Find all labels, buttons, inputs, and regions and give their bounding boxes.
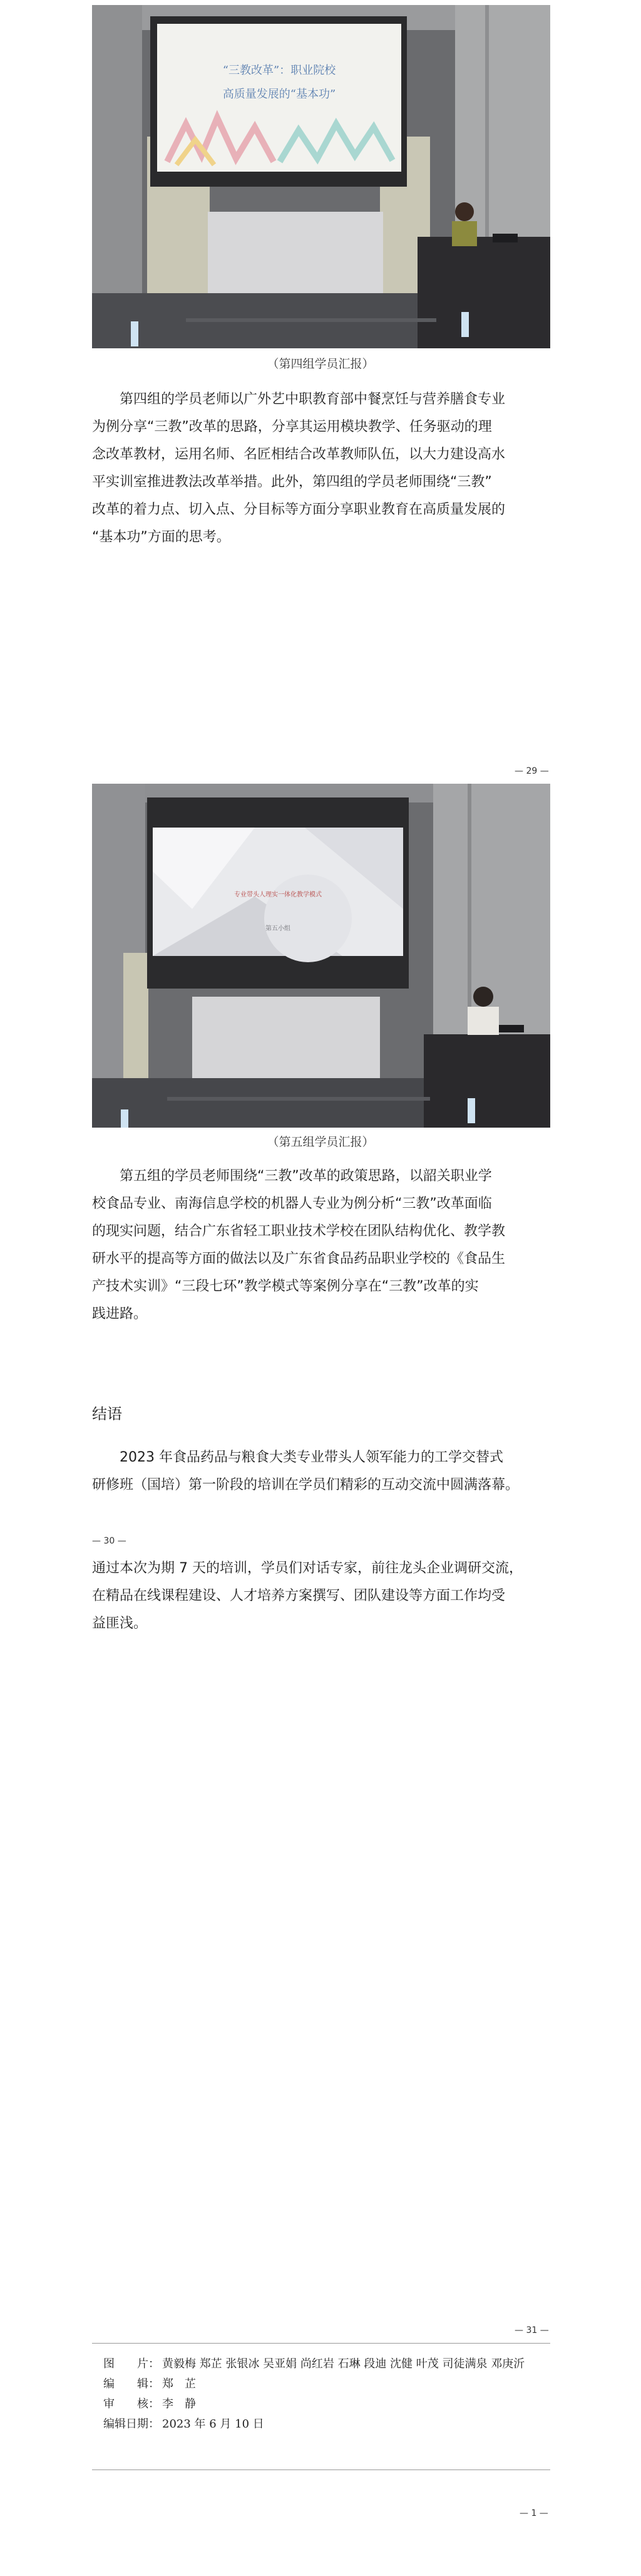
paragraph-line: 校食品专业、南海信息学校的机器人专业为例分析“三教”改革面临 bbox=[92, 1196, 492, 1212]
credits-date-label: 编辑日期： bbox=[103, 2418, 160, 2431]
paragraph-line: 研水平的提高等方面的做法以及广东省食品药品职业学校的《食品生 bbox=[92, 1251, 506, 1267]
credits-editor: 郑 芷 bbox=[162, 2377, 196, 2391]
paragraph-summary bbox=[92, 1555, 550, 1638]
credits-block bbox=[103, 2354, 550, 2434]
paragraph-line: 在精品在线课程建设、人才培养方案撰写、团队建设等方面工作均受 bbox=[92, 1588, 506, 1604]
slide-title-line1: “三教改革”：职业院校 bbox=[222, 64, 336, 77]
slide-title-line2: 高质量发展的“基本功” bbox=[222, 88, 336, 101]
paragraph-line: 益匪浅。 bbox=[92, 1616, 148, 1631]
page-number: — 30 — bbox=[92, 1536, 126, 1546]
paragraph-line: 践进路。 bbox=[92, 1306, 148, 1322]
credits-review-row bbox=[103, 2394, 550, 2414]
paragraph-group5 bbox=[92, 1163, 550, 1328]
photo-group4-scene bbox=[92, 5, 550, 348]
paragraph-conclusion bbox=[92, 1444, 550, 1499]
credits-date-row bbox=[103, 2414, 550, 2434]
paragraph-line: 研修班（国培）第一阶段的培训在学员们精彩的互动交流中圆满落幕。 bbox=[92, 1477, 520, 1493]
credits-reviewer: 李 静 bbox=[162, 2397, 196, 2411]
credits-photo-row bbox=[103, 2354, 550, 2374]
paragraph-line: 平实训室推进教法改革举措。此外，第四组的学员老师围绕“三教” bbox=[92, 474, 492, 490]
credits-review-label: 审 核： bbox=[103, 2397, 160, 2411]
photo-group5-scene bbox=[92, 784, 550, 1128]
photo-caption-group5: （第五组学员汇报） bbox=[267, 1135, 374, 1149]
paragraph-line: 的现实问题，结合广东省轻工职业技术学校在团队结构优化、教学教 bbox=[92, 1223, 506, 1239]
photo-group5-report bbox=[92, 784, 550, 1128]
paragraph-line: 第四组的学员老师以广外艺中职教育部中餐烹饪与营养膳食专业 bbox=[92, 392, 506, 407]
page-number: — 31 — bbox=[515, 2325, 549, 2335]
paragraph-group4 bbox=[92, 386, 550, 551]
photo-caption-group4: （第四组学员汇报） bbox=[267, 357, 374, 371]
paragraph-line: “基本功”方面的思考。 bbox=[92, 529, 230, 545]
paragraph-line: 2023 年食品药品与粮食大类专业带头人领军能力的工学交替式 bbox=[92, 1450, 503, 1465]
page-number: — 1 — bbox=[520, 2508, 548, 2518]
paragraph-line: 产技术实训》“三段七环”教学模式等案例分享在“三教”改革的实 bbox=[92, 1279, 479, 1294]
paragraph-line: 为例分享“三教”改革的思路，分享其运用模块教学、任务驱动的理 bbox=[92, 419, 492, 435]
paragraph-line: 通过本次为期 7 天的培训，学员们对话专家，前往龙头企业调研交流， bbox=[92, 1561, 523, 1576]
photo-group4-report bbox=[92, 5, 550, 348]
slide-subtitle: 第五小组 bbox=[265, 925, 290, 932]
credits-editor-label: 编 辑： bbox=[103, 2377, 160, 2391]
credits-photo-names: 黄毅梅 郑芷 张银冰 吴亚娟 尚红岩 石琳 段迪 沈健 叶茂 司徒满泉 邓庚沂 bbox=[162, 2357, 525, 2371]
paragraph-line: 念改革教材，运用名师、名匠相结合改革教师队伍，以大力建设高水 bbox=[92, 447, 506, 462]
paragraph-line: 第五组的学员老师围绕“三教”改革的政策思路，以韶关职业学 bbox=[92, 1168, 492, 1184]
credits-top-rule bbox=[92, 2343, 550, 2344]
slide-title: 专业带头人理实一体化教学模式 bbox=[234, 891, 322, 898]
page-number: — 29 — bbox=[515, 766, 549, 776]
credits-date: 2023 年 6 月 10 日 bbox=[162, 2418, 264, 2431]
section-heading-conclusion: 结语 bbox=[92, 1405, 122, 1423]
paragraph-line: 改革的着力点、切入点、分目标等方面分享职业教育在高质量发展的 bbox=[92, 502, 506, 517]
credits-editor-row bbox=[103, 2374, 550, 2394]
credits-photo-label: 图 片： bbox=[103, 2357, 160, 2371]
